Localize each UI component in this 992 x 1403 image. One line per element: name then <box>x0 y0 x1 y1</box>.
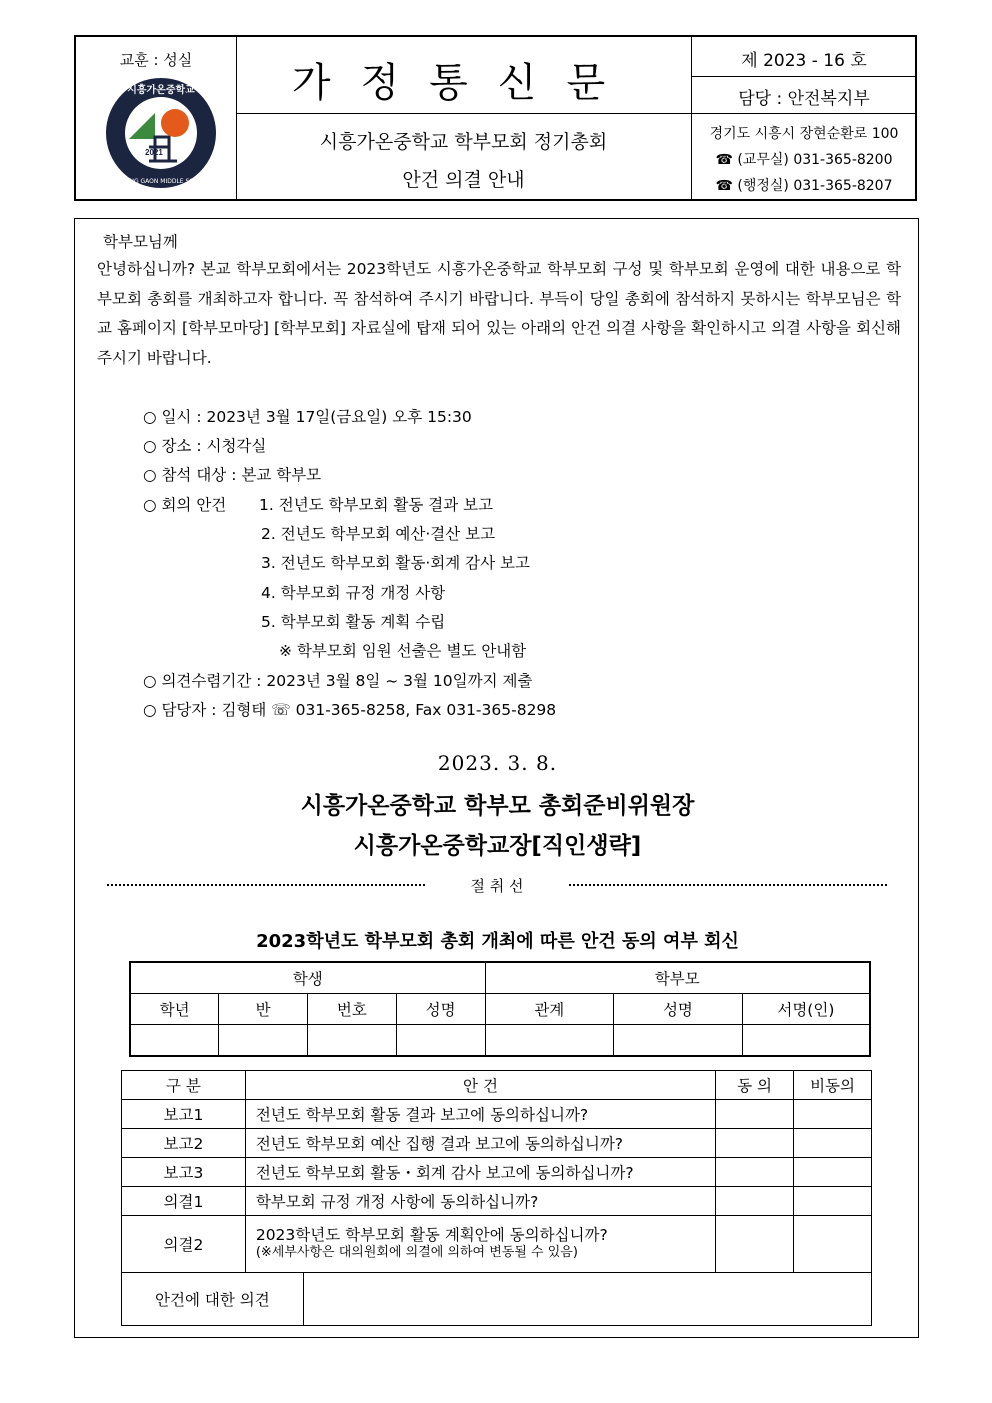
col-signature: 서명(인) <box>742 994 870 1025</box>
table-row <box>122 1100 872 1129</box>
col-relation: 관계 <box>485 994 614 1025</box>
row-type: 보고3 <box>122 1158 246 1187</box>
table-row <box>122 1158 872 1187</box>
item-datetime: ○ 일시 : 2023년 3월 17일(금요일) 오후 15:30 <box>143 408 472 426</box>
school-logo <box>105 77 217 189</box>
col-agenda: 안 건 <box>245 1071 715 1100</box>
table-row <box>122 1216 872 1273</box>
student-name-field[interactable] <box>396 1025 485 1057</box>
agenda-item: 5. 학부모회 활동 계획 수립 <box>261 613 446 631</box>
col-agree: 동 의 <box>716 1071 794 1100</box>
col-parent-name: 성명 <box>614 994 743 1025</box>
table-row <box>122 1129 872 1158</box>
greeting: 학부모님께 <box>103 233 178 251</box>
col-class: 반 <box>219 994 308 1025</box>
row-question: 전년도 학부모회 활동 결과 보고에 동의하십니까? <box>245 1100 715 1129</box>
agenda-item: 3. 전년도 학부모회 활동·회계 감사 보고 <box>261 554 530 572</box>
signature-field[interactable] <box>742 1025 870 1057</box>
row-question-main: 2023학년도 학부모회 활동 계획안에 동의하십니까? <box>255 1226 608 1244</box>
svg-text:2021: 2021 <box>145 148 163 157</box>
agenda-item: 1. 전년도 학부모회 활동 결과 보고 <box>259 496 494 514</box>
disagree-cell[interactable] <box>794 1100 872 1129</box>
class-field[interactable] <box>219 1025 308 1057</box>
row-question: 전년도 학부모회 예산 집행 결과 보고에 동의하십니까? <box>245 1129 715 1158</box>
col-grade: 학년 <box>130 994 219 1025</box>
svg-text:시흥가온중학교: 시흥가온중학교 <box>127 85 195 96</box>
agenda-note: ※ 학부모회 임원 선출은 별도 안내함 <box>279 642 527 660</box>
parent-header: 학부모 <box>485 962 870 994</box>
svg-text:SIHEUNG GAON MIDDLE SCHOOL: SIHEUNG GAON MIDDLE SCHOOL <box>111 178 211 185</box>
table-row <box>122 1273 872 1326</box>
document-title: 가정통신문 <box>291 60 636 106</box>
row-question-sub: (※세부사항은 대의원회에 의결에 의하여 변동될 수 있음) <box>255 1245 578 1260</box>
cut-line <box>107 875 887 896</box>
row-type: 보고2 <box>122 1129 246 1158</box>
cut-line-label: 절 취 선 <box>470 877 524 895</box>
item-agenda-label: ○ 회의 안건 <box>143 496 227 514</box>
disagree-cell[interactable] <box>794 1187 872 1216</box>
disagree-cell[interactable] <box>794 1158 872 1187</box>
agenda-vote-table <box>121 1070 872 1326</box>
letter-body: 안녕하십니까? 본교 학부모회에서는 2023학년도 시흥가온중학교 학부모회 구성 및 학부모회 운영에 대한 내용으로 학부모회 총회를 개최하고자 합니다. 꼭 참석하여 주시기 바랍니다. 부득이 당일 총회에 참석하지 못하시는 학부모님은 학교 홈페이지 [학부모마당] [학부모회] 자료실에 탑재 되어 있는 아래의 안건 의결 사항을 확인하시고 의결 사항을 회신해 주시기 바랍니다. <box>97 260 901 367</box>
opinion-label: 안건에 대한 의견 <box>122 1273 304 1326</box>
row-question <box>245 1216 715 1273</box>
header-box <box>74 35 917 201</box>
item-place: ○ 장소 : 시청각실 <box>143 437 267 455</box>
agree-cell[interactable] <box>716 1129 794 1158</box>
agenda-item: 2. 전년도 학부모회 예산·결산 보고 <box>261 525 496 543</box>
relation-field[interactable] <box>485 1025 614 1057</box>
subtitle-line-2: 안건 의결 안내 <box>402 169 525 191</box>
item-attendees: ○ 참석 대상 : 본교 학부모 <box>143 466 322 484</box>
table-row <box>122 1187 872 1216</box>
signer-line-1: 시흥가온중학교 학부모 총회준비위원장 <box>300 793 695 819</box>
department: 담당 : 안전복지부 <box>738 89 870 109</box>
letter-date: 2023. 3. 8. <box>437 751 558 775</box>
row-type: 의결1 <box>122 1187 246 1216</box>
disagree-cell[interactable] <box>794 1216 872 1273</box>
school-address: 경기도 시흥시 장현순환로 100 <box>709 126 899 142</box>
student-parent-table <box>129 961 871 1057</box>
item-period: ○ 의견수렴기간 : 2023년 3월 8일 ~ 3월 10일까지 제출 <box>143 672 533 690</box>
row-question: 전년도 학부모회 활동・회계 감사 보고에 동의하십니까? <box>245 1158 715 1187</box>
row-type: 의결2 <box>122 1216 246 1273</box>
disagree-cell[interactable] <box>794 1129 872 1158</box>
school-motto: 교훈 : 성실 <box>119 51 193 69</box>
phone-office: ☎ (교무실) 031-365-8200 <box>715 152 893 168</box>
row-type: 보고1 <box>122 1100 246 1129</box>
opinion-field[interactable] <box>303 1273 871 1326</box>
phone-admin: ☎ (행정실) 031-365-8207 <box>715 178 893 194</box>
col-student-name: 성명 <box>396 994 485 1025</box>
item-contact: ○ 담당자 : 김형태 ☏ 031-365-8258, Fax 031-365-8298 <box>143 701 557 719</box>
col-disagree: 비동의 <box>794 1071 872 1100</box>
signer-line-2: 시흥가온중학교장[직인생략] <box>353 833 642 859</box>
agree-cell[interactable] <box>716 1158 794 1187</box>
col-number: 번호 <box>308 994 397 1025</box>
agenda-item: 4. 학부모회 규정 개정 사항 <box>261 584 446 602</box>
number-field[interactable] <box>308 1025 397 1057</box>
grade-field[interactable] <box>130 1025 219 1057</box>
row-question: 학부모회 규정 개정 사항에 동의하십니까? <box>245 1187 715 1216</box>
col-type: 구 분 <box>122 1071 246 1100</box>
subtitle-line-1: 시흥가온중학교 학부모회 정기총회 <box>319 131 608 153</box>
agree-cell[interactable] <box>716 1100 794 1129</box>
agree-cell[interactable] <box>716 1187 794 1216</box>
agree-cell[interactable] <box>716 1216 794 1273</box>
issue-number: 제 2023 - 16 호 <box>741 51 867 71</box>
main-box <box>74 218 919 1338</box>
student-header: 학생 <box>130 962 485 994</box>
form-title: 2023학년도 학부모회 총회 개최에 따른 안건 동의 여부 회신 <box>256 931 739 952</box>
parent-name-field[interactable] <box>614 1025 743 1057</box>
